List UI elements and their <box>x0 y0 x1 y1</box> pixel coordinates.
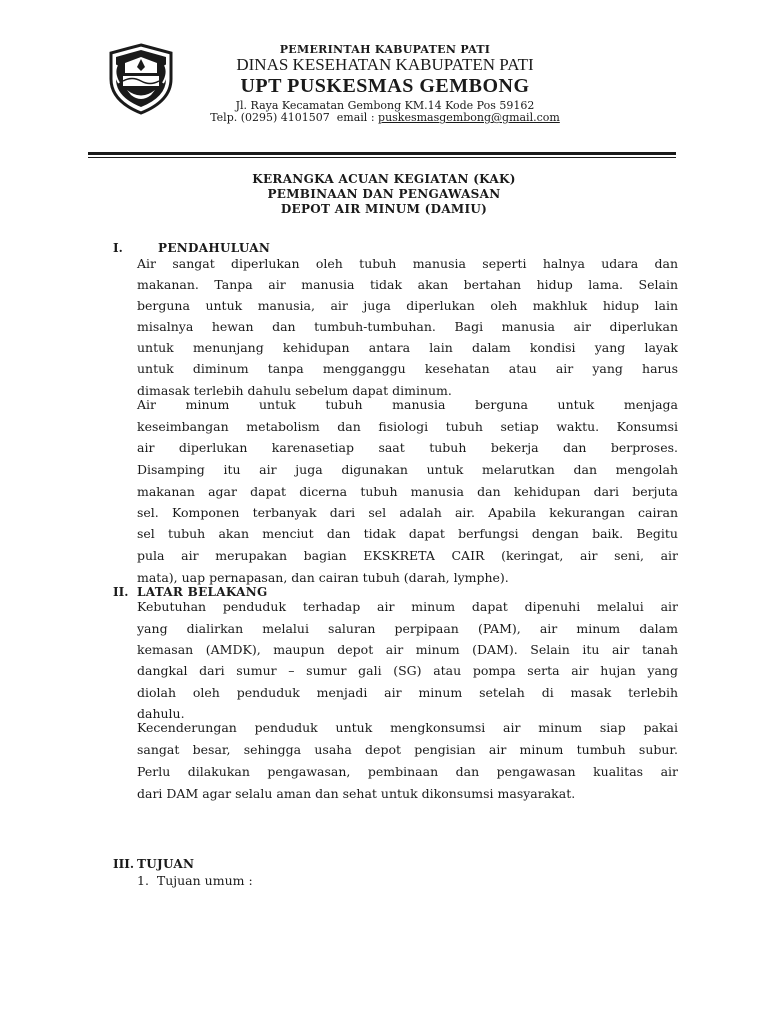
paragraph-line: sel tubuh akan menciut dan tidak dapat berfungsi dengan baik. Begitu <box>137 526 678 541</box>
paragraph-line: misalnya hewan dan tumbuh-tumbuhan. Bagi manusia air diperlukan <box>137 319 678 334</box>
paragraph-line: sel. Komponen terbanyak dari sel adalah air. Apabila kekurangan cairan <box>137 505 678 520</box>
paragraph-line: dari DAM agar selalu aman dan sehat untuk dikonsumsi masyarakat. <box>137 786 576 801</box>
email-link[interactable]: puskesmasgembong@gmail.com <box>378 111 560 124</box>
paragraph-line: untuk diminum tanpa mengganggu kesehatan atau air yang harus <box>137 361 678 376</box>
letterhead-department: DINAS KESEHATAN KABUPATEN PATI <box>236 55 534 74</box>
paragraph-line: Kecenderungan penduduk untuk mengkonsumsi air minum siap pakai <box>137 720 678 735</box>
paragraph-line: sangat besar, sehingga usaha depot pengisian air minum tumbuh subur. <box>137 742 678 757</box>
paragraph-line: Perlu dilakukan pengawasan, pembinaan dan pengawasan kualitas air <box>137 764 678 779</box>
paragraph-line: diolah oleh penduduk menjadi air minum setelah di masak terlebih <box>137 685 678 700</box>
paragraph-line: berguna untuk manusia, air juga diperlukan oleh makhluk hidup lain <box>137 298 678 313</box>
paragraph-line: mata), uap pernapasan, dan cairan tubuh (darah, lymphe). <box>137 570 509 585</box>
paragraph-line: dahulu. <box>137 706 185 721</box>
section-1-number: I. <box>113 241 123 255</box>
letterhead-contact <box>190 111 580 124</box>
paragraph-line: dangkal dari sumur – sumur gali (SG) atau pompa serta air hujan yang <box>137 663 678 678</box>
paragraph-line: makanan. Tanpa air manusia tidak akan bertahan hidup lama. Selain <box>137 277 678 292</box>
paragraph-line: makanan agar dapat dicerna tubuh manusia dan kehidupan dari berjuta <box>137 484 678 499</box>
section-3-title: TUJUAN <box>137 857 195 871</box>
letterhead-address: Jl. Raya Kecamatan Gembong KM.14 Kode Pos 59162 <box>235 99 535 112</box>
section-2-title: LATAR BELAKANG <box>137 585 268 599</box>
section-1-title: PENDAHULUAN <box>158 241 271 255</box>
paragraph-line: kemasan (AMDK), maupun depot air minum (DAM). Selain itu air tanah <box>137 642 678 657</box>
paragraph-line: air diperlukan karenasetiap saat tubuh bekerja dan berproses. <box>137 440 678 455</box>
letterhead-divider-thick <box>88 152 676 155</box>
document-title-line3: DEPOT AIR MINUM (DAMIU) <box>280 202 488 216</box>
document-title-line2: PEMBINAAN DAN PENGAWASAN <box>267 187 501 201</box>
letterhead-divider-thin <box>88 157 676 158</box>
paragraph-line: keseimbangan metabolism dan fisiologi tubuh setiap waktu. Konsumsi <box>137 419 678 434</box>
paragraph-line: Kebutuhan penduduk terhadap air minum dapat dipenuhi melalui air <box>137 599 678 614</box>
paragraph-line: dimasak terlebih dahulu sebelum dapat diminum. <box>137 383 452 398</box>
list-item-tujuan-umum: 1. Tujuan umum : <box>137 873 253 888</box>
section-3-number: III. <box>113 857 135 871</box>
kabupaten-pati-seal-logo <box>105 43 177 115</box>
paragraph-line: yang dialirkan melalui saluran perpipaan (PAM), air minum dalam <box>137 621 678 636</box>
paragraph-line: pula air merupakan bagian EKSKRETA CAIR (keringat, air seni, air <box>137 548 678 563</box>
contact-phone-label: Telp. (0295) 4101507 email : <box>210 111 379 124</box>
paragraph-line: Air sangat diperlukan oleh tubuh manusia seperti halnya udara dan <box>137 256 678 271</box>
letterhead-government: PEMERINTAH KABUPATEN PATI <box>279 43 491 56</box>
paragraph-line: Air minum untuk tubuh manusia berguna untuk menjaga <box>137 397 678 412</box>
document-title-line1: KERANGKA ACUAN KEGIATAN (KAK) <box>252 172 516 186</box>
paragraph-line: Disamping itu air juga digunakan untuk melarutkan dan mengolah <box>137 462 678 477</box>
letterhead-organization: UPT PUSKESMAS GEMBONG <box>240 75 530 97</box>
paragraph-line: untuk menunjang kehidupan antara lain dalam kondisi yang layak <box>137 340 678 355</box>
section-2-number: II. <box>113 585 129 599</box>
